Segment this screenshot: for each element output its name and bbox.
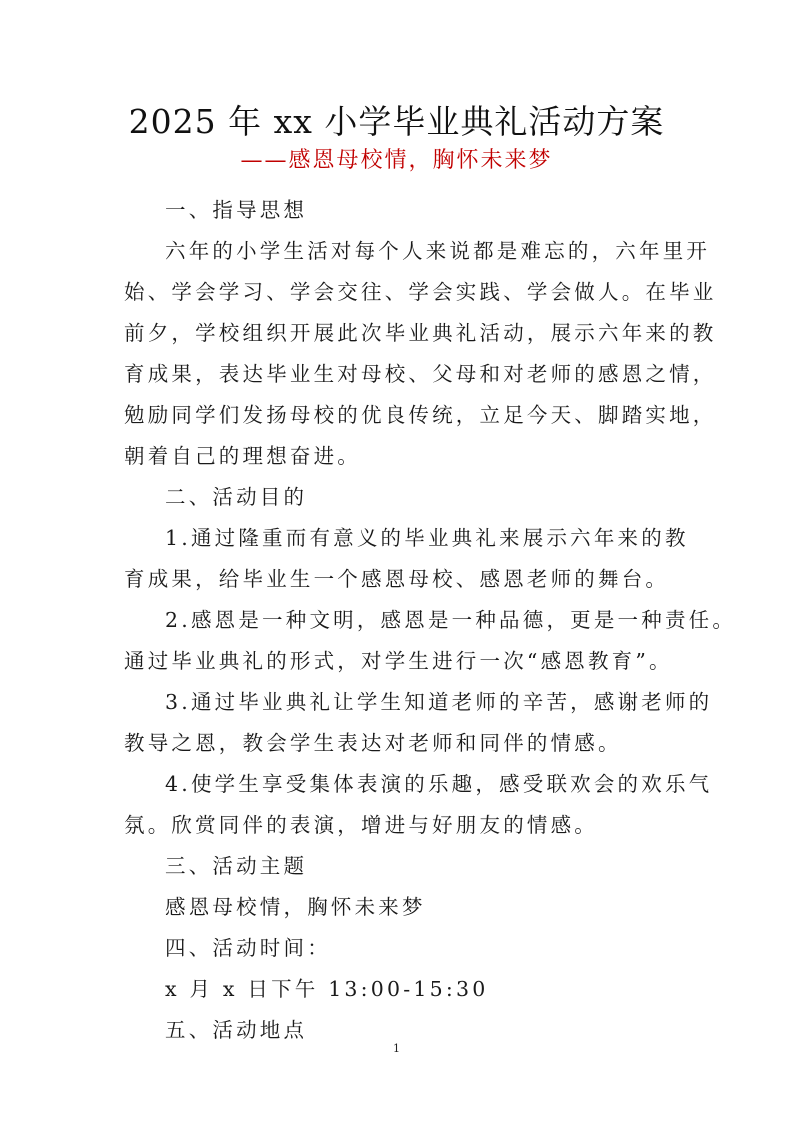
- paragraph-line: 勉励同学们发扬母校的优良传统，立足今天、脚踏实地，: [124, 403, 717, 427]
- section-heading-activity-purpose: 二、活动目的: [165, 485, 308, 509]
- activity-time-text: x 月 x 日下午 13:00-15:30: [165, 977, 489, 1001]
- paragraph-line: 始、学会学习、学会交往、学会实践、学会做人。在毕业: [124, 280, 717, 304]
- activity-theme-text: 感恩母校情，胸怀未来梦: [165, 895, 426, 919]
- page-number: 1: [393, 1042, 400, 1055]
- paragraph-line: 朝着自己的理想奋进。: [124, 444, 361, 468]
- section-heading-activity-location: 五、活动地点: [165, 1018, 308, 1042]
- section-heading-activity-theme: 三、活动主题: [165, 854, 308, 878]
- list-item-2-cont: 通过毕业典礼的形式，对学生进行一次“感恩教育”。: [124, 649, 673, 673]
- paragraph-line: 前夕，学校组织开展此次毕业典礼活动，展示六年来的教: [124, 321, 717, 345]
- list-item-3-cont: 教导之恩，教会学生表达对老师和同伴的情感。: [124, 731, 622, 755]
- section-heading-activity-time: 四、活动时间：: [165, 936, 331, 960]
- section-heading-guiding-ideology: 一、指导思想: [165, 198, 308, 222]
- list-item-1: 1.通过隆重而有意义的毕业典礼来展示六年来的教: [165, 526, 689, 550]
- paragraph-line: 六年的小学生活对每个人来说都是难忘的，六年里开: [165, 239, 711, 263]
- document-title: 2025 年 xx 小学毕业典礼活动方案: [128, 102, 665, 141]
- document-subtitle: ——感恩母校情，胸怀未来梦: [240, 148, 553, 173]
- list-item-4-cont: 氛。欣赏同伴的表演，增进与好朋友的情感。: [124, 813, 598, 837]
- list-item-4: 4.使学生享受集体表演的乐趣，感受联欢会的欢乐气: [165, 772, 713, 796]
- list-item-1-cont: 育成果，给毕业生一个感恩母校、感恩老师的舞台。: [124, 567, 670, 591]
- paragraph-line: 育成果，表达毕业生对母校、父母和对老师的感恩之情，: [124, 362, 717, 386]
- list-item-3: 3.通过毕业典礼让学生知道老师的辛苦，感谢老师的: [165, 690, 713, 714]
- list-item-2: 2.感恩是一种文明，感恩是一种品德，更是一种责任。: [165, 608, 737, 632]
